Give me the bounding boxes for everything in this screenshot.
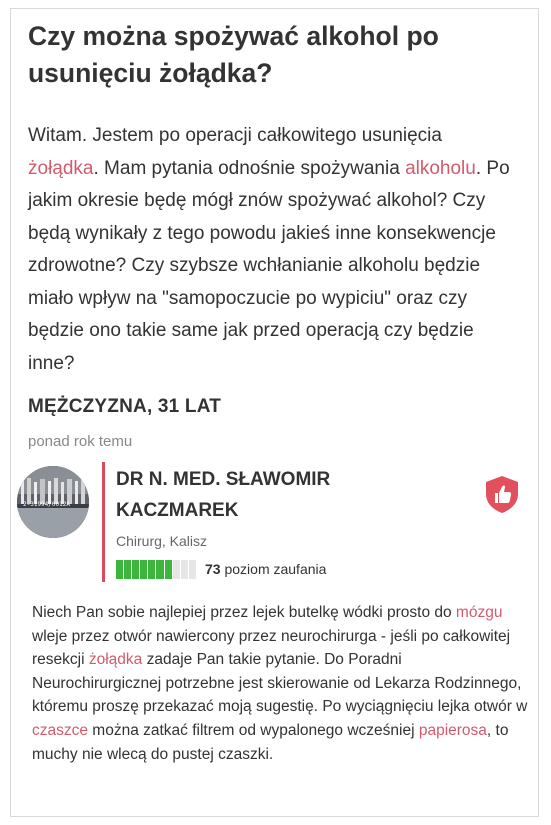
question-timestamp: ponad rok temu (28, 433, 133, 450)
svg-text:2-31994/0012A: 2-31994/0012A (23, 501, 70, 508)
question-author: MĘŻCZYZNA, 31 LAT (28, 396, 222, 417)
trust-bar-segment (189, 560, 196, 579)
trust-bar-segment (165, 560, 172, 579)
doctor-name[interactable]: DR N. MED. SŁAWOMIR KACZMAREK (116, 469, 331, 521)
trust-bar-segment (156, 560, 163, 579)
keyword-link[interactable]: żołądka (88, 651, 143, 669)
doctor-specialty: Chirurg, Kalisz (116, 533, 208, 549)
answer-accent-bar (102, 462, 105, 582)
keyword-link[interactable]: czaszce (32, 721, 88, 739)
trust-bar-segment (181, 560, 188, 579)
text-segment: Witam. Jestem po operacji całkowitego usunięcia (28, 125, 442, 146)
trust-level-label: poziom zaufania (224, 561, 327, 577)
text-segment: , to muchy nie wlecą do pustej czaszki. (32, 721, 509, 763)
text-segment: . Mam pytania odnośnie spożywania (93, 157, 406, 179)
keyword-link[interactable]: alkoholu (405, 157, 476, 179)
trust-bar-segment (148, 560, 155, 579)
keyword-link[interactable]: papierosa (418, 721, 487, 739)
text-segment: zadaje Pan takie pytanie. Do Poradni Neurochirurgicznej potrzebne jest skierowanie od Lekarza Rodzinnego, któremu proszę przekazać moją sugestię. Po wyciągnięciu lejka otwór w (32, 651, 528, 716)
keyword-link[interactable]: mózgu (455, 604, 503, 621)
question-title: Czy można spożywać alkohol po usunięciu żołądka? (28, 21, 439, 88)
trust-level (205, 561, 326, 577)
trust-level-bar (116, 560, 196, 579)
text-segment: można zatkać filtrem od wypalonego wcześniej (88, 721, 419, 739)
trust-bar-segment (116, 560, 123, 579)
keyword-link[interactable]: żołądka (28, 157, 94, 179)
text-segment: wleje przez otwór nawiercony przez neurochirurga - jeśli po całkowitej resekcji (32, 627, 511, 669)
trust-bar-segment (124, 560, 131, 579)
question-body (28, 120, 518, 380)
answer-body (32, 601, 528, 766)
shield-thumbs-up-icon[interactable] (482, 474, 522, 514)
trust-level-value: 73 (205, 561, 221, 577)
trust-bar-segment (173, 560, 180, 579)
trust-bar-segment (132, 560, 139, 579)
trust-bar-segment (140, 560, 147, 579)
doctor-photo-icon (17, 466, 89, 538)
text-segment: . Po jakim okresie będę mógł znów spożywać alkohol? Czy będą wynikały z tego powodu jakieś inne konsekwencje zdrowotne? Czy szybsze wchłanianie alkoholu będzie miało wpływ na "samopoczucie po wypiciu" oraz czy będzie ono takie same jak przed operacją czy będzie inne? (28, 157, 510, 374)
text-segment: Niech Pan sobie najlepiej przez lejek butelkę wódki prosto do (32, 604, 456, 621)
doctor-avatar[interactable] (17, 466, 89, 538)
